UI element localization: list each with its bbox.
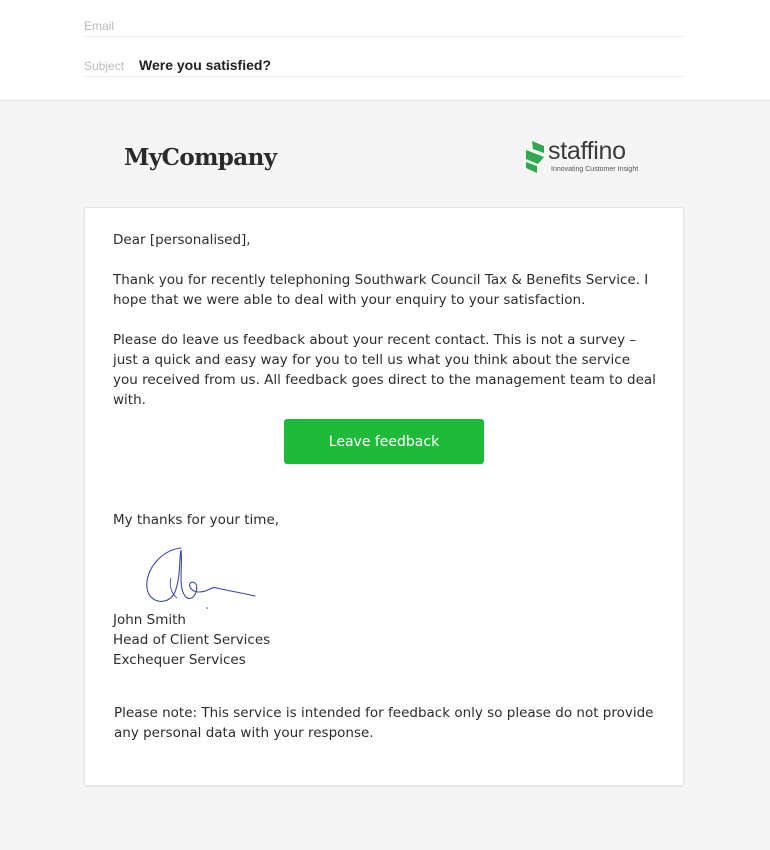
subject-value: Were you satisfied?: [139, 57, 272, 73]
feedback-paragraph: Please do leave us feedback about your recent contact. This is not a survey – just a quick and easy way for you to tell us what you think about the service you received from us. All feedback goes direct to the management team to deal with.: [113, 332, 656, 408]
staffino-mark-icon: [524, 141, 546, 173]
intro-paragraph: Thank you for recently telephoning Southwark Council Tax & Benefits Service. I hope that we were able to deal with your enquiry to your satisfaction.: [113, 272, 649, 308]
subject-row[interactable]: [84, 54, 684, 77]
subject-label: Subject: [84, 59, 125, 73]
signature-image: [141, 540, 261, 610]
email-body-card: [84, 207, 684, 786]
staffino-wordmark: staffino: [548, 137, 626, 165]
signer-title: Head of Client Services: [113, 632, 271, 648]
company-logo: MyCompany: [124, 144, 277, 171]
staffino-logo: [524, 137, 648, 177]
signer-name: John Smith: [113, 612, 186, 628]
email-row[interactable]: [84, 14, 684, 37]
privacy-note: Please note: This service is intended for feedback only so please do not provide any personal data with your response.: [114, 705, 654, 741]
greeting: Dear [personalised],: [113, 232, 251, 248]
closing-line: My thanks for your time,: [113, 512, 280, 528]
signer-org: Exchequer Services: [113, 652, 246, 668]
email-label: Email: [84, 19, 115, 33]
leave-feedback-button[interactable]: Leave feedback: [284, 419, 484, 464]
email-header: [0, 0, 770, 101]
staffino-tagline: Innovating Customer Insight: [551, 166, 639, 173]
